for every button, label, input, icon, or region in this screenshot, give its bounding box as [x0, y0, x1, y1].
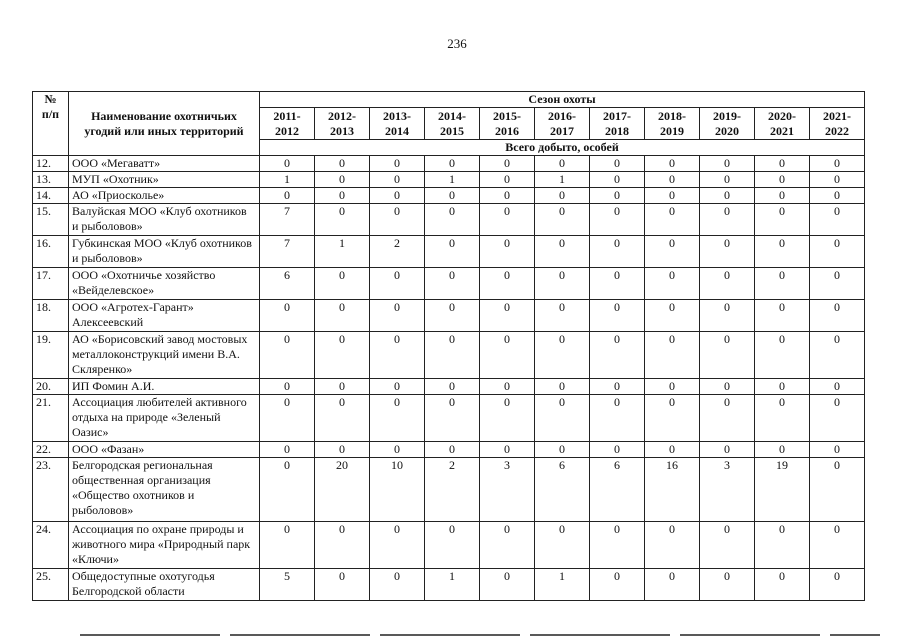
row-value: 0	[260, 442, 315, 458]
header-season-part: 2018	[605, 123, 629, 138]
row-value: 0	[315, 395, 370, 442]
table-row	[33, 268, 865, 300]
row-value: 0	[645, 172, 700, 188]
row-value: 0	[810, 569, 865, 601]
row-value: 0	[755, 156, 810, 172]
table-row	[33, 172, 865, 188]
row-value: 0	[645, 522, 700, 569]
header-season-part: 2015	[440, 123, 464, 138]
row-value: 0	[370, 332, 425, 379]
table-row	[33, 204, 865, 236]
row-name: ИП Фомин А.И.	[69, 379, 260, 395]
row-value: 20	[315, 458, 370, 522]
row-value: 0	[425, 379, 480, 395]
row-value: 0	[480, 204, 535, 236]
row-name: Белгородская региональная общественная организация «Общество охотников и рыболовов»	[69, 458, 260, 522]
header-season-part: 2018-	[658, 108, 686, 123]
row-value: 0	[370, 204, 425, 236]
table-row	[33, 300, 865, 332]
row-name: Ассоциация любителей активного отдыха на природе «Зеленый Оазис»	[69, 395, 260, 442]
header-season-part: 2016-	[548, 108, 576, 123]
row-value: 2	[370, 236, 425, 268]
header-season-4	[480, 108, 535, 140]
row-number: 16.	[33, 236, 69, 268]
header-season-part: 2015-	[493, 108, 521, 123]
row-value: 0	[480, 188, 535, 204]
row-value: 0	[535, 300, 590, 332]
table-row	[33, 522, 865, 569]
row-value: 0	[425, 332, 480, 379]
header-season-part: 2021	[770, 123, 794, 138]
row-value: 0	[480, 332, 535, 379]
row-value: 0	[535, 268, 590, 300]
row-value: 0	[645, 569, 700, 601]
row-value: 0	[370, 172, 425, 188]
row-value: 2	[425, 458, 480, 522]
row-value: 0	[645, 300, 700, 332]
header-season-part: 2022	[825, 123, 849, 138]
row-value: 0	[645, 379, 700, 395]
row-value: 0	[755, 395, 810, 442]
row-value: 0	[315, 204, 370, 236]
row-number: 19.	[33, 332, 69, 379]
row-name: ООО «Охотничье хозяйство «Вейделевское»	[69, 268, 260, 300]
row-value: 0	[480, 442, 535, 458]
row-value: 0	[480, 522, 535, 569]
row-value: 0	[425, 300, 480, 332]
row-value: 0	[535, 522, 590, 569]
row-value: 5	[260, 569, 315, 601]
row-value: 1	[425, 172, 480, 188]
row-value: 0	[315, 156, 370, 172]
header-season-part: 2012-	[328, 108, 356, 123]
row-value: 0	[535, 236, 590, 268]
row-value: 0	[590, 268, 645, 300]
header-season-8	[700, 108, 755, 140]
row-value: 0	[700, 172, 755, 188]
header-season-part: 2021-	[823, 108, 851, 123]
header-season-part: 2020	[715, 123, 739, 138]
row-value: 0	[535, 379, 590, 395]
row-value: 0	[260, 332, 315, 379]
row-name: АО «Борисовский завод мостовых металлоконструкций имени В.А. Скляренко»	[69, 332, 260, 379]
row-value: 0	[645, 156, 700, 172]
row-name: Валуйская МОО «Клуб охотников и рыболовов»	[69, 204, 260, 236]
header-season-part: 2019	[660, 123, 684, 138]
row-value: 0	[590, 300, 645, 332]
header-season-part: 2017	[550, 123, 574, 138]
row-value: 0	[370, 156, 425, 172]
row-value: 0	[755, 300, 810, 332]
row-value: 0	[425, 236, 480, 268]
row-number: 18.	[33, 300, 69, 332]
row-value: 0	[810, 204, 865, 236]
table-row	[33, 236, 865, 268]
row-number: 24.	[33, 522, 69, 569]
row-value: 0	[425, 156, 480, 172]
header-season-7	[645, 108, 700, 140]
row-value: 0	[315, 522, 370, 569]
row-value: 0	[810, 236, 865, 268]
row-value: 0	[480, 379, 535, 395]
header-season-part: 2013-	[383, 108, 411, 123]
row-number: 15.	[33, 204, 69, 236]
row-value: 3	[700, 458, 755, 522]
row-value: 0	[425, 442, 480, 458]
page-number: 236	[447, 36, 467, 51]
header-season-part: 2020-	[768, 108, 796, 123]
table-row	[33, 458, 865, 522]
row-value: 0	[755, 204, 810, 236]
row-value: 0	[755, 332, 810, 379]
row-value: 0	[590, 379, 645, 395]
row-value: 0	[315, 268, 370, 300]
row-value: 0	[315, 332, 370, 379]
row-number: 25.	[33, 569, 69, 601]
row-value: 0	[370, 442, 425, 458]
row-value: 0	[370, 188, 425, 204]
row-value: 0	[370, 522, 425, 569]
row-value: 0	[700, 395, 755, 442]
table-row	[33, 188, 865, 204]
row-value: 0	[590, 395, 645, 442]
row-value: 10	[370, 458, 425, 522]
row-value: 0	[260, 395, 315, 442]
row-value: 1	[535, 172, 590, 188]
header-number-abbrev: п/п	[41, 107, 60, 121]
row-number: 20.	[33, 379, 69, 395]
header-total: Всего добыто, особей	[260, 140, 865, 156]
row-value: 0	[810, 300, 865, 332]
row-value: 0	[810, 458, 865, 522]
row-name: АО «Приосколье»	[69, 188, 260, 204]
row-value: 0	[480, 172, 535, 188]
table-row	[33, 332, 865, 379]
table-row	[33, 395, 865, 442]
table-row	[33, 442, 865, 458]
row-value: 0	[590, 569, 645, 601]
row-value: 0	[535, 442, 590, 458]
row-value: 0	[810, 522, 865, 569]
row-value: 0	[700, 204, 755, 236]
row-value: 0	[810, 332, 865, 379]
header-season-5	[535, 108, 590, 140]
row-value: 0	[425, 204, 480, 236]
row-name: ООО «Фазан»	[69, 442, 260, 458]
row-value: 0	[700, 522, 755, 569]
row-value: 1	[260, 172, 315, 188]
row-value: 0	[260, 300, 315, 332]
row-value: 0	[700, 379, 755, 395]
row-number: 22.	[33, 442, 69, 458]
row-value: 0	[260, 188, 315, 204]
row-value: 0	[480, 300, 535, 332]
row-value: 0	[590, 236, 645, 268]
row-value: 0	[260, 379, 315, 395]
table-row	[33, 569, 865, 601]
row-value: 19	[755, 458, 810, 522]
row-value: 6	[535, 458, 590, 522]
row-value: 0	[755, 268, 810, 300]
row-value: 0	[645, 332, 700, 379]
row-number: 23.	[33, 458, 69, 522]
row-value: 0	[810, 395, 865, 442]
row-value: 1	[425, 569, 480, 601]
row-value: 0	[700, 236, 755, 268]
row-value: 0	[480, 156, 535, 172]
row-value: 0	[590, 188, 645, 204]
row-value: 0	[370, 379, 425, 395]
row-value: 6	[590, 458, 645, 522]
row-value: 0	[480, 268, 535, 300]
row-value: 0	[700, 300, 755, 332]
header-season-10	[810, 108, 865, 140]
row-value: 0	[370, 395, 425, 442]
row-value: 0	[260, 522, 315, 569]
row-value: 6	[260, 268, 315, 300]
row-value: 0	[535, 188, 590, 204]
row-value: 0	[755, 379, 810, 395]
row-value: 7	[260, 236, 315, 268]
hunting-table	[32, 91, 865, 601]
row-value: 0	[590, 156, 645, 172]
row-value: 0	[755, 522, 810, 569]
header-season-3	[425, 108, 480, 140]
row-value: 0	[810, 156, 865, 172]
header-season-part: 2013	[330, 123, 354, 138]
row-value: 0	[260, 156, 315, 172]
row-value: 0	[645, 268, 700, 300]
row-value: 0	[810, 188, 865, 204]
header-season-part: 2016	[495, 123, 519, 138]
header-season-1	[315, 108, 370, 140]
header-season-part: 2014	[385, 123, 409, 138]
header-number	[33, 92, 69, 156]
row-value: 0	[810, 442, 865, 458]
row-number: 12.	[33, 156, 69, 172]
row-value: 0	[535, 204, 590, 236]
row-value: 0	[755, 569, 810, 601]
row-value: 1	[535, 569, 590, 601]
header-number-symbol: №	[44, 92, 57, 106]
row-number: 17.	[33, 268, 69, 300]
row-value: 0	[480, 395, 535, 442]
row-value: 0	[700, 188, 755, 204]
header-season-part: 2019-	[713, 108, 741, 123]
row-name: МУП «Охотник»	[69, 172, 260, 188]
header-season-0	[260, 108, 315, 140]
row-value: 0	[535, 395, 590, 442]
row-value: 0	[755, 236, 810, 268]
row-value: 0	[700, 442, 755, 458]
row-name: Губкинская МОО «Клуб охотников и рыболовов»	[69, 236, 260, 268]
header-season-part: 2011-	[273, 108, 301, 123]
header-name: Наименование охотничьих угодий или иных территорий	[69, 92, 260, 156]
row-value: 0	[755, 188, 810, 204]
row-value: 0	[645, 442, 700, 458]
row-value: 3	[480, 458, 535, 522]
row-number: 21.	[33, 395, 69, 442]
row-value: 0	[425, 188, 480, 204]
row-name: ООО «Мегаватт»	[69, 156, 260, 172]
row-value: 0	[590, 442, 645, 458]
row-value: 0	[700, 268, 755, 300]
table-row	[33, 379, 865, 395]
row-value: 7	[260, 204, 315, 236]
row-value: 0	[315, 569, 370, 601]
header-season-6	[590, 108, 645, 140]
row-value: 0	[590, 204, 645, 236]
row-value: 0	[535, 332, 590, 379]
row-value: 0	[755, 442, 810, 458]
row-name: Общедоступные охотугодья Белгородской области	[69, 569, 260, 601]
row-value: 0	[755, 172, 810, 188]
row-value: 0	[535, 156, 590, 172]
table-row	[33, 156, 865, 172]
header-season: Сезон охоты	[260, 92, 865, 108]
row-value: 0	[315, 442, 370, 458]
row-value: 0	[315, 300, 370, 332]
row-value: 0	[645, 236, 700, 268]
row-value: 0	[425, 268, 480, 300]
row-value: 0	[315, 379, 370, 395]
row-number: 13.	[33, 172, 69, 188]
row-value: 0	[315, 172, 370, 188]
header-season-part: 2012	[275, 123, 299, 138]
row-value: 0	[700, 156, 755, 172]
header-season-part: 2017-	[603, 108, 631, 123]
row-value: 0	[645, 204, 700, 236]
row-value: 0	[810, 268, 865, 300]
row-value: 16	[645, 458, 700, 522]
header-season-9	[755, 108, 810, 140]
row-value: 0	[370, 268, 425, 300]
header-season-part: 2014-	[438, 108, 466, 123]
row-value: 0	[590, 522, 645, 569]
header-season-2	[370, 108, 425, 140]
row-name: ООО «Агротех-Гарант» Алексеевский	[69, 300, 260, 332]
row-value: 0	[480, 236, 535, 268]
row-value: 0	[425, 395, 480, 442]
row-value: 0	[315, 188, 370, 204]
row-value: 0	[700, 332, 755, 379]
row-value: 0	[370, 300, 425, 332]
row-value: 0	[810, 172, 865, 188]
row-value: 0	[700, 569, 755, 601]
row-value: 0	[810, 379, 865, 395]
row-value: 0	[645, 395, 700, 442]
row-value: 0	[480, 569, 535, 601]
row-value: 0	[590, 172, 645, 188]
row-value: 0	[260, 458, 315, 522]
row-value: 0	[645, 188, 700, 204]
row-name: Ассоциация по охране природы и животного мира «Природный парк «Ключи»	[69, 522, 260, 569]
row-value: 0	[590, 332, 645, 379]
row-value: 0	[370, 569, 425, 601]
scan-artifact-line	[80, 634, 880, 636]
row-value: 0	[425, 522, 480, 569]
row-number: 14.	[33, 188, 69, 204]
row-value: 1	[315, 236, 370, 268]
